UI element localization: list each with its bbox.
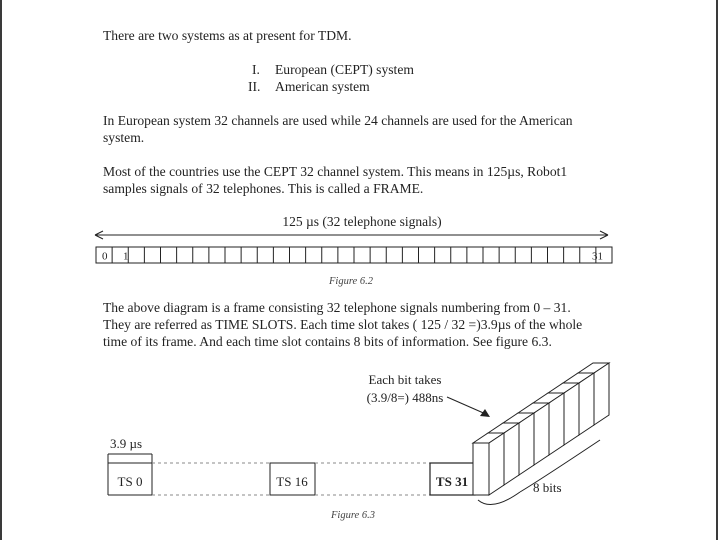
bit-block-side (594, 363, 609, 425)
bit-note-line1: Each bit takes (368, 372, 442, 387)
list-numeral-1: I. (252, 62, 260, 77)
para2-line1: Most of the countries use the CEPT 32 channel system. This means in 125µs, Robot1 (103, 164, 568, 179)
bit-block-side (519, 413, 534, 475)
bit-block-side (504, 423, 519, 485)
bit-block-side (549, 393, 564, 455)
intro-text: There are two systems as at present for TDM. (103, 28, 352, 43)
ts0-label: TS 0 (117, 474, 143, 489)
ts16-label: TS 16 (276, 474, 308, 489)
slot-31-label: 31 (592, 250, 603, 263)
bits-label: 8 bits (533, 480, 562, 495)
figure-6-3-caption: Figure 6.3 (331, 510, 375, 521)
slot-0-label: 0 (102, 250, 108, 263)
bit-pointer-line (447, 397, 488, 415)
bit-block (473, 443, 489, 495)
slot-time-label: 3.9 µs (110, 436, 143, 451)
bit-block-side (534, 403, 549, 465)
figure-6-2-caption: Figure 6.2 (329, 276, 373, 287)
para2-line2: samples signals of 32 telephones. This is called a FRAME. (103, 181, 424, 196)
para1-line1: In European system 32 channels are used while 24 channels are used for the American (103, 113, 573, 128)
bit-block-side (579, 373, 594, 435)
list-item-european: European (CEPT) system (275, 62, 414, 77)
para3-line1: The above diagram is a frame consisting 32 telephone signals numbering from 0 – 31. (103, 300, 571, 315)
slot-1-label: 1 (123, 250, 129, 263)
bit-stack-3d (473, 363, 609, 495)
list-item-american: American system (275, 79, 370, 94)
ts31-label: TS 31 (435, 474, 469, 489)
para3-line2: They are referred as TIME SLOTS. Each time slot takes ( 125 / 32 =)3.9µs of the whole (103, 317, 583, 332)
list-numeral-2: II. (248, 79, 261, 94)
frame-span-label: 125 µs (32 telephone signals) (282, 214, 442, 229)
bit-pointer-arrowhead-icon (480, 409, 490, 417)
para3-line3: time of its frame. And each time slot contains 8 bits of information. See figure 6.3. (103, 334, 552, 349)
frame-slot-dividers (112, 247, 596, 263)
bit-note-line2: (3.9/8=) 488ns (366, 390, 444, 405)
para1-line2: system. (103, 130, 145, 145)
bit-block-side (564, 383, 579, 445)
bit-block-side (489, 433, 504, 495)
